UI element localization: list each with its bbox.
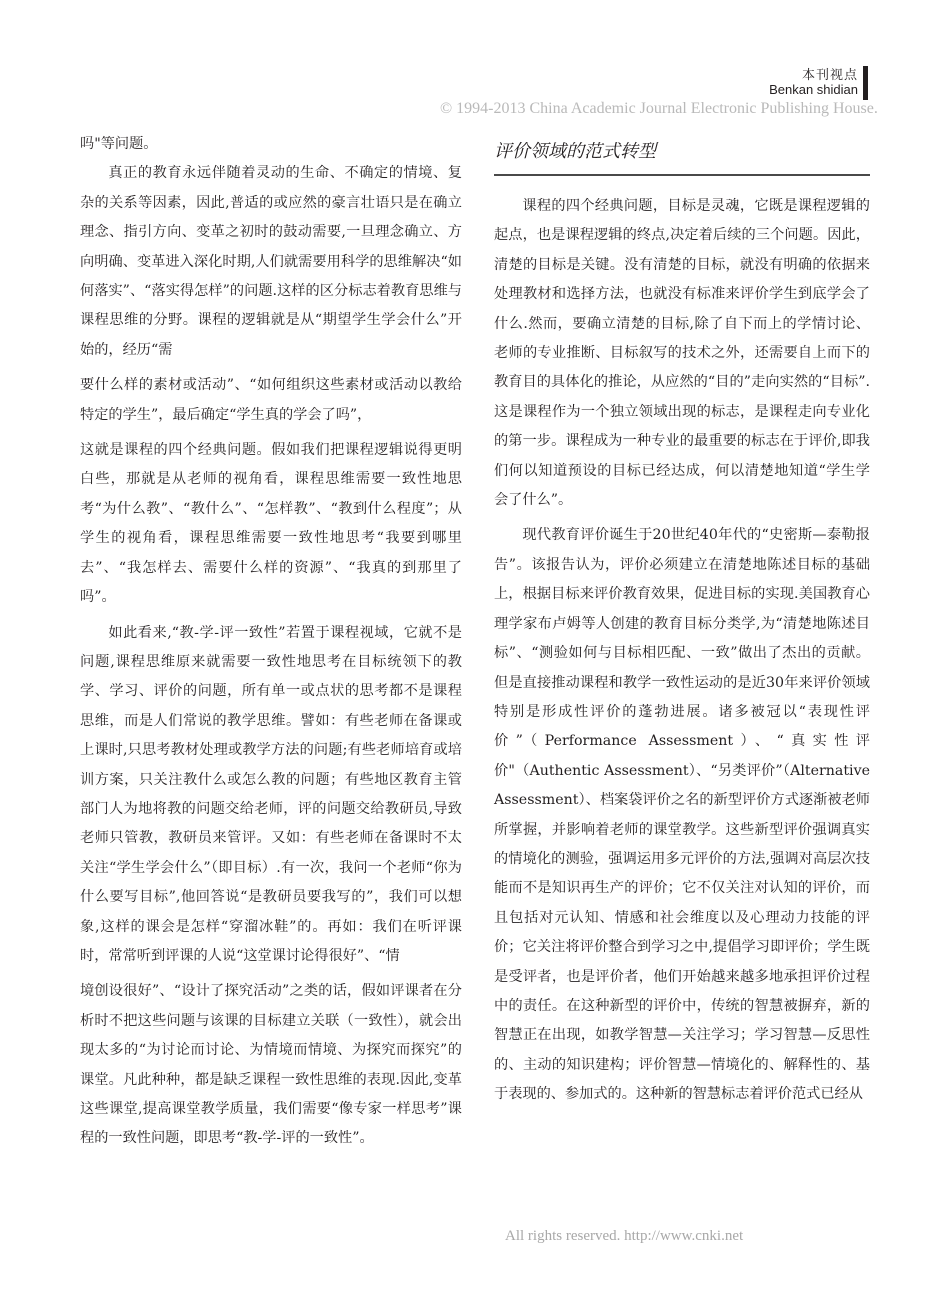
paragraph: 境创设很好”、“设计了探究活动”之类的话，假如评课者在分析时不把这些问题与该课的目标建立关联（一致性），就会出现太多的“为讨论而讨论、为情境而情境、为探究而探究”的课堂。凡此种种，都是缺乏课程一致性思维的表现.因此,变革这些课堂,提高课堂教学质量，我们需要“像专家一样思考”课程的一致性问题，即思考“教-学-评的一致性”。 — [80, 983, 462, 1147]
paragraph: 如此看来,“教-学-评一致性”若置于课程视域，它就不是问题,课程思维原来就需要一致性地思考在目标统领下的教学、学习、评价的问题，所有单一或点状的思考都不是课程思维，而是人们常说的教学思维。譬如：有些老师在备课或上课时,只思考教材处理或教学方法的问题;有些老师培育或培训方案，只关注教什么或怎么教的问题；有些地区教育主管部门人为地将教的问题交给老师，评的问题交给教研员,导致老师只管教，教研员来管评。又如：有些老师在备课时不太关注“学生学会什么”（即目标）.有一次，我问一个老师“你为什么要写目标”,他回答说“是教研员要我写的”，我们可以想象,这样的课会是怎样“穿溜冰鞋”的。再如：我们在听评课时，常常听到评课的人说“这堂课讨论得很好”、“情 — [80, 624, 462, 964]
paragraph: 现代教育评价诞生于20世纪40年代的“史密斯—泰勒报告”。该报告认为，评价必须建立在清楚地陈述目标的基础上，根据目标来评价教育效果，促进目标的实现.美国教育心理学家布卢姆等人创建的教育目标分类学,为“清楚地陈述目标”、“测验如何与目标相匹配、一致”做出了杰出的贡献。但是直接推动课程和教学一致性运动的是近30年来评价领域特别是形成性评价的蓬勃进展。诸多被冠以“表现性评价”（Performance Assessment）、“真实性评价"（Authentic Assessment）、“另类评价”（Alternative Assessment）、档案袋评价之名的新型评价方式逐渐被老师所掌握，并影响着老师的课堂教学。这些新型评价强调真实的情境化的测验，强调运用多元评价的方法,强调对高层次技能而不是知识再生产的评价；它不仅关注对认知的评价，而且包括对元认知、情感和社会维度以及心理动力技能的评价；它关注将评价整合到学习之中,提倡学习即评价；学生既是受评者，也是评价者，他们开始越来越多地承担评价过程中的责任。在这种新型的评价中，传统的智慧被摒弃，新的智慧正在出现，如教学智慧—关注学习；学习智慧—反思性的、主动的知识建构；评价智慧—情境化的、解释性的、基于表现的、参加式的。这种新的智慧标志着评价范式已经从 — [494, 527, 870, 1103]
column-name-en: Benkan shidian — [769, 82, 858, 97]
column-name-cn: 本刊视点 — [801, 68, 858, 83]
paragraph: 真正的教育永远伴随着灵动的生命、不确定的情境、复杂的关系等因素，因此,普适的或应然的豪言壮语只是在确立理念、指引方向、变革之初时的鼓动需要,一旦理念确立、方向明确、变革进入深化时期,人们就需要用科学的思维解决“如何落实”、“落实得怎样”的问题.这样的区分标志着教育思维与课程思维的分野。课程的逻辑就是从“期望学生学会什么”开始的，经历“需 — [80, 165, 462, 358]
copyright-watermark: © 1994-2013 China Academic Journal Electronic Publishing House. — [440, 100, 878, 117]
paragraph: 要什么样的素材或活动”、“如何组织这些素材或活动以教给特定的学生”，最后确定“学生真的学会了吗”， — [80, 377, 462, 423]
paragraph: 这就是课程的四个经典问题。假如我们把课程逻辑说得更明白些，那就是从老师的视角看，课程思维需要一致性地思考“为什么教”、“教什么”、“怎样教”、“教到什么程度”；从学生的视角看，课程思维需要一致性地思考“我要到哪里去”、“我怎样去、需要什么样的资源”、“我真的到那里了吗”。 — [80, 442, 462, 606]
right-column — [494, 140, 870, 1110]
paragraph: 课程的四个经典问题，目标是灵魂，它既是课程逻辑的起点，也是课程逻辑的终点,决定着后续的三个问题。因此，清楚的目标是关键。没有清楚的目标，就没有明确的依据来处理教材和选择方法，也就没有标准来评价学生到底学会了什么.然而，要确立清楚的目标,除了自下而上的学情讨论、老师的专业推断、目标叙写的技术之外，还需要自上而下的教育目的具体化的推论，从应然的“目的”走向实然的“目标”.这是课程作为一个独立领域出现的标志，是课程走向专业化的第一步。课程成为一种专业的最重要的标志在于评价,即我们何以知道预设的目标已经达成，何以清楚地知道“学生学会了什么”。 — [494, 198, 870, 509]
left-column — [80, 130, 462, 1154]
paragraph: 吗"等问题。 — [80, 136, 158, 152]
header-bar-divider — [863, 66, 868, 100]
section-title: 评价领域的范式转型 — [494, 140, 870, 176]
footer-rights: All rights reserved. http://www.cnki.net — [505, 1228, 744, 1244]
